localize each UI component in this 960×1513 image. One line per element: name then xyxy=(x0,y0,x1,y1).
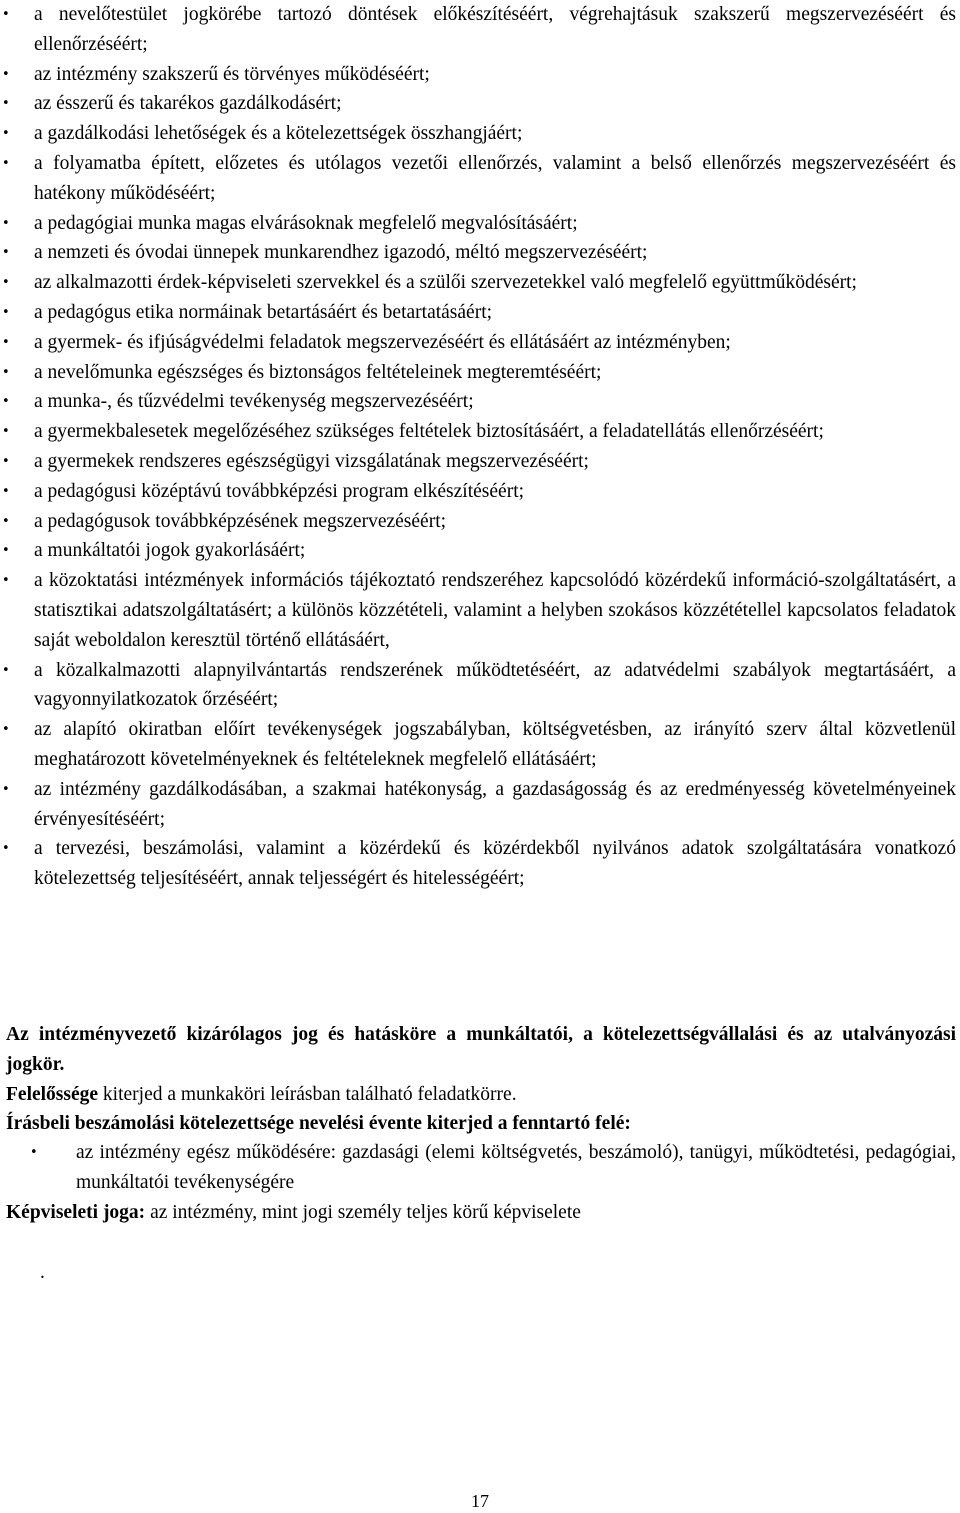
responsibility-text: az intézmény szakszerű és törvényes működéséért; xyxy=(34,63,430,85)
responsibility-text: a munka-, és tűzvédelmi tevékenység megszervezéséért; xyxy=(34,391,474,413)
report-heading: Írásbeli beszámolási kötelezettsége nevelési évente kiterjed a fenntartó felé: xyxy=(6,1113,631,1134)
responsibility-item xyxy=(0,60,960,90)
bullet-icon: • xyxy=(2,394,10,410)
bullet-icon: • xyxy=(30,1145,38,1160)
responsibility-text: a gazdálkodási lehetőségek és a kötelezettségek összhangjáért; xyxy=(34,123,523,145)
responsibility-item xyxy=(0,715,960,775)
bullet-icon: • xyxy=(2,841,10,857)
bullet-icon: • xyxy=(2,513,10,529)
responsibility-label: Felelőssége xyxy=(6,1084,99,1105)
responsibility-text: a nevelőtestület jogkörébe tartozó döntések előkészítéséért, végrehajtásuk szakszerű megszervezéséért és ellenőrzéséért; xyxy=(34,4,956,55)
stray-dot: . xyxy=(40,1262,45,1283)
responsibility-text: az alkalmazotti érdek-képviseleti szervekkel és a szülői szervezetekkel való megfelelő együttműködésért; xyxy=(34,272,857,294)
responsibility-text: a gyermekek rendszeres egészségügyi vizsgálatának megszervezéséért; xyxy=(34,450,589,472)
report-list-item xyxy=(0,1138,960,1198)
representation-label: Képviseleti joga: xyxy=(6,1202,146,1223)
bullet-icon: • xyxy=(2,453,10,469)
bullet-icon: • xyxy=(2,245,10,261)
bullet-icon: • xyxy=(2,662,10,678)
bullet-icon: • xyxy=(2,304,10,320)
page-number: 17 xyxy=(471,1491,489,1511)
responsibility-item xyxy=(0,387,960,417)
representation-text: az intézmény, mint jogi személy teljes körű képviselete xyxy=(145,1202,581,1223)
responsibility-item xyxy=(0,536,960,566)
bullet-icon: • xyxy=(2,155,10,171)
responsibility-item xyxy=(0,477,960,507)
responsibility-item xyxy=(0,834,960,894)
bullet-icon: • xyxy=(2,334,10,350)
responsibility-paragraph xyxy=(6,1080,956,1110)
responsibility-text: a közalkalmazotti alapnyilvántartás rendszerének működtetéséért, az adatvédelmi szabályok megtartásáért, a vagyonnyilatkozatok őrzéséért; xyxy=(34,659,956,711)
bullet-icon: • xyxy=(2,7,10,22)
responsibility-item xyxy=(0,268,960,298)
responsibility-text: a pedagógus etika normáinak betartásáért és betartatásáért; xyxy=(34,301,493,323)
bullet-icon: • xyxy=(2,96,10,112)
responsibility-text: a pedagógiai munka magas elvárásoknak megfelelő megvalósításáért; xyxy=(34,212,578,234)
responsibility-item xyxy=(0,358,960,388)
bullet-icon: • xyxy=(2,215,10,231)
responsibility-text: a nemzeti és óvodai ünnepek munkarendhez igazodó, méltó megszervezéséért; xyxy=(34,242,648,264)
responsibility-item xyxy=(0,238,960,268)
responsibility-item xyxy=(0,566,960,655)
responsibility-item xyxy=(0,209,960,239)
exclusive-rights-paragraph: Az intézményvezető kizárólagos jog és hatásköre a munkáltatói, a kötelezettségvállalási és az utalványozási jogkör. xyxy=(6,1024,956,1075)
bullet-icon: • xyxy=(2,781,10,797)
responsibility-text: a pedagógusok továbbképzésének megszervezéséért; xyxy=(34,510,447,532)
responsibility-text: a munkáltatói jogok gyakorlásáért; xyxy=(34,540,306,562)
report-item-text: az intézmény egész működésére: gazdasági (elemi költségvetés, beszámoló), tanügyi, működtetési, pedagógiai, munkáltatói tevékenységére xyxy=(76,1142,956,1193)
responsibility-item xyxy=(0,298,960,328)
bullet-icon: • xyxy=(2,483,10,499)
bullet-icon: • xyxy=(2,275,10,291)
bullet-icon: • xyxy=(2,424,10,440)
responsibility-item xyxy=(0,507,960,537)
responsibility-text: a tervezési, beszámolási, valamint a közérdekű és közérdekből nyilvános adatok szolgáltatására vonatkozó kötelezettség teljesítéséért, annak teljességért és hitelességéért; xyxy=(34,838,956,890)
bullet-icon: • xyxy=(2,126,10,142)
responsibility-text: az ésszerű és takarékos gazdálkodásért; xyxy=(34,93,342,115)
responsibility-item xyxy=(0,328,960,358)
responsibility-item xyxy=(0,447,960,477)
responsibility-item xyxy=(0,775,960,835)
responsibility-text: kiterjed a munkaköri leírásban található feladatkörre. xyxy=(98,1084,517,1105)
responsibility-text: az intézmény gazdálkodásában, a szakmai hatékonyság, a gazdaságosság és az eredményesség követelményeinek érvényesítéséért; xyxy=(34,778,956,830)
bullet-icon: • xyxy=(2,722,10,738)
responsibility-text: az alapító okiratban előírt tevékenységek jogszabályban, költségvetésben, az irányító szerv által közvetlenül meghatározott követelményeknek és feltételeknek megfelelő ellátásáért; xyxy=(34,719,956,770)
responsibility-text: a nevelőmunka egészséges és biztonságos feltételeinek megteremtéséért; xyxy=(34,361,602,383)
responsibility-text: a pedagógusi középtávú továbbképzési program elkészítéséért; xyxy=(34,480,525,502)
responsibility-item xyxy=(0,0,960,60)
bullet-icon: • xyxy=(2,66,10,82)
bullet-icon: • xyxy=(2,573,10,589)
responsibility-text: a közoktatási intézmények információs tájékoztató rendszeréhez kapcsolódó közérdekű információ-szolgáltatásért, a statisztikai adatszolgáltatásért; a különös közzétételi, valamint a helyben szokásos közzététellel kapcsolatos feladatok saját weboldalon keresztül történő ellátásáért, xyxy=(34,570,956,651)
bullet-icon: • xyxy=(2,364,10,380)
responsibility-text: a gyermek- és ifjúságvédelmi feladatok megszervezéséért és ellátásáért az intézményben; xyxy=(34,331,731,353)
responsibility-text: a folyamatba épített, előzetes és utólagos vezetői ellenőrzés, valamint a belső ellenőrzés megszervezéséért és hatékony működéséért; xyxy=(34,152,956,204)
bullet-icon: • xyxy=(2,543,10,559)
responsibility-item xyxy=(0,89,960,119)
responsibility-text: a gyermekbalesetek megelőzéséhez szükséges feltételek biztosításáért, a feladatellátás ellenőrzéséért; xyxy=(34,421,824,443)
responsibility-item xyxy=(0,417,960,447)
responsibility-item xyxy=(0,119,960,149)
responsibility-item xyxy=(0,656,960,716)
report-list xyxy=(0,1138,960,1198)
responsibility-item xyxy=(0,149,960,209)
representation-paragraph xyxy=(6,1198,956,1228)
